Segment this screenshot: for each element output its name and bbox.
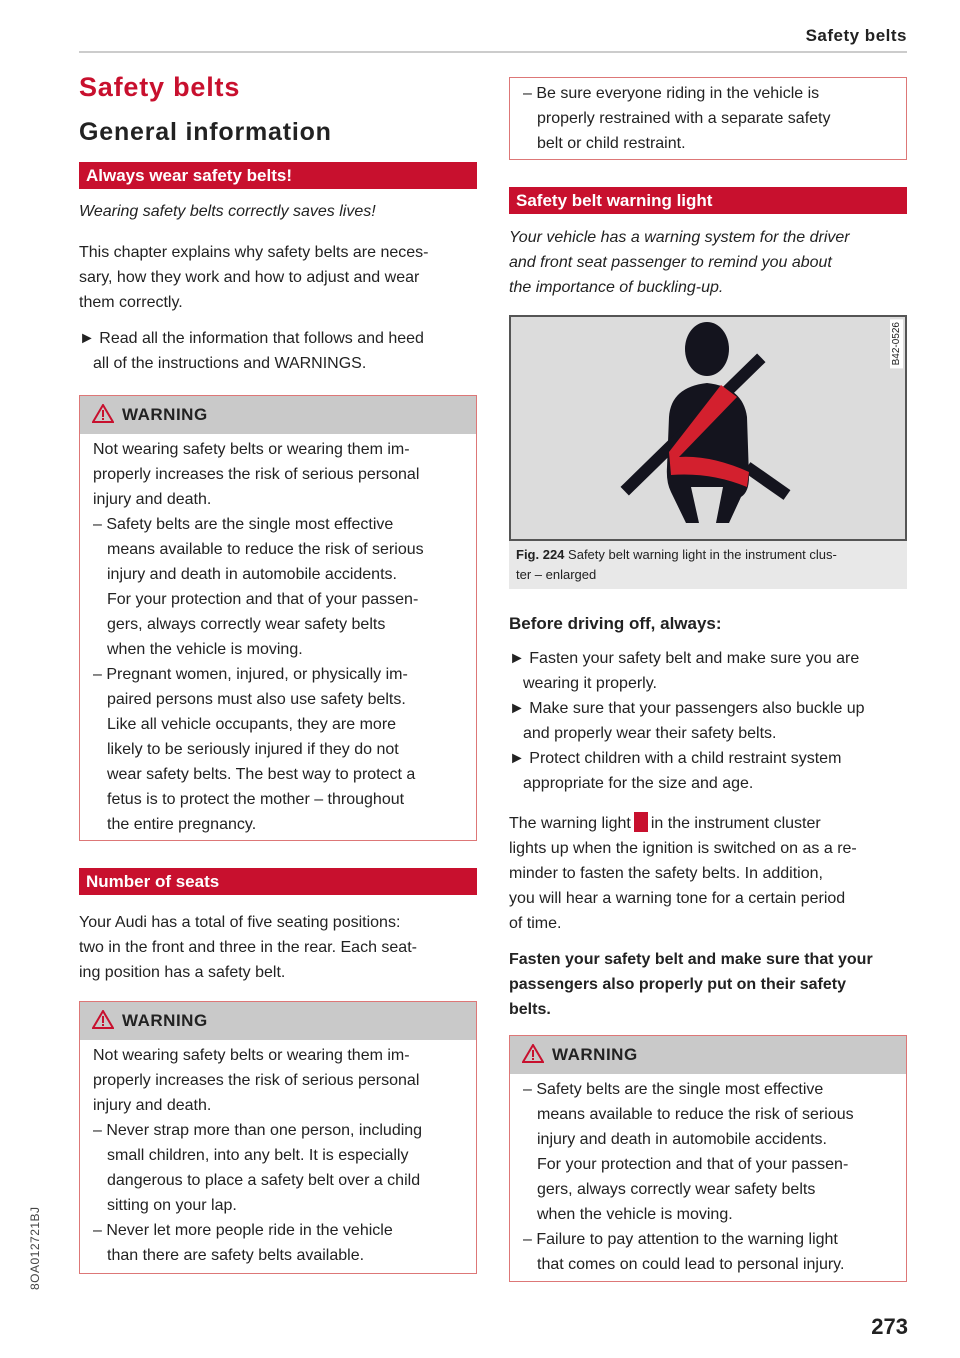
running-header: Safety belts: [805, 26, 907, 45]
text-line: sary, how they work and how to adjust and wear: [79, 269, 420, 286]
text-line: likely to be seriously injured if they do not: [107, 741, 399, 758]
text-line: paired persons must also use safety belts.: [107, 691, 406, 708]
text-line: – Be sure everyone riding in the vehicle is: [523, 85, 820, 102]
text-line: when the vehicle is moving.: [107, 641, 303, 658]
paragraph-warning-light: [509, 811, 907, 936]
text-line: injury and death in automobile accidents.: [537, 1131, 827, 1148]
document-code: 8OA012721BJ: [28, 1206, 42, 1290]
text-line: appropriate for the size and age.: [523, 775, 754, 792]
warning-body: [80, 1040, 476, 1272]
warning-triangle-icon: [92, 404, 114, 423]
warning-list-item: [523, 1227, 894, 1277]
text-line: Not wearing safety belts or wearing them im-: [93, 441, 410, 458]
seatbelt-person-icon: [511, 317, 905, 539]
text-line: Not wearing safety belts or wearing them im-: [93, 1047, 410, 1064]
text-line: of time.: [509, 915, 562, 932]
subsection-bar-warning-light: Safety belt warning light: [509, 187, 907, 214]
bullet-children: [509, 746, 907, 796]
para-pre: The warning light: [509, 815, 631, 832]
text-line: small children, into any belt. It is especially: [107, 1147, 409, 1164]
figure-caption-line-1: Safety belt warning light in the instrument clus-: [568, 547, 837, 562]
text-line: the entire pregnancy.: [107, 816, 257, 833]
bullet-read-info: [79, 326, 477, 376]
warning-triangle-icon: [522, 1044, 544, 1063]
text-line: gers, always correctly wear safety belts: [107, 616, 386, 633]
text-line: – Pregnant women, injured, or physically im-: [93, 666, 408, 683]
warning-label: WARNING: [122, 405, 208, 424]
subsection-bar-always-wear: Always wear safety belts!: [79, 162, 477, 189]
warning-list-item: [523, 1077, 894, 1227]
text-line: injury and death.: [93, 1097, 212, 1114]
text-line: you will hear a warning tone for a certain period: [509, 890, 846, 907]
continued-warning-box: [509, 77, 907, 160]
warning-header: [80, 1002, 476, 1040]
text-line: all of the instructions and WARNINGS.: [93, 355, 367, 372]
text-line: means available to reduce the risk of serious: [537, 1106, 854, 1123]
text-line: wear safety belts. The best way to protect a: [107, 766, 416, 783]
text-line: lights up when the ignition is switched on as a re-: [509, 840, 857, 857]
text-line: injury and death in automobile accidents.: [107, 566, 397, 583]
text-line: when the vehicle is moving.: [537, 1206, 733, 1223]
warning-triangle-icon: [92, 1010, 114, 1029]
text-line: For your protection and that of your passen-: [107, 591, 419, 608]
text-line: Like all vehicle occupants, they are more: [107, 716, 397, 733]
chapter-title: Safety belts: [79, 72, 241, 102]
bullet-fasten: [509, 646, 907, 696]
text-line: that comes on could lead to personal injury.: [537, 1256, 845, 1273]
text-line: – Failure to pay attention to the warning light: [523, 1231, 838, 1248]
text-line: Fasten your safety belt and make sure that your: [509, 951, 873, 968]
text-line: minder to fasten the safety belts. In addition,: [509, 865, 823, 882]
text-line: Your Audi has a total of five seating positions:: [79, 914, 401, 931]
section-title: General information: [79, 118, 332, 146]
warning-box-2: [79, 1001, 477, 1274]
text-line: belts.: [509, 1001, 551, 1018]
warning-body: [80, 434, 476, 841]
text-line: – Safety belts are the single most effective: [523, 1081, 824, 1098]
intro-italic-warning-light: [509, 225, 907, 300]
before-driving-bullets: [509, 646, 907, 796]
text-line: This chapter explains why safety belts are neces-: [79, 244, 429, 261]
text-line: the importance of buckling-up.: [509, 279, 724, 296]
text-line: ► Read all the information that follows and heed: [79, 330, 424, 347]
text-line: dangerous to place a safety belt over a child: [107, 1172, 421, 1189]
text-line: wearing it properly.: [523, 675, 657, 692]
text-line: and front seat passenger to remind you about: [509, 254, 832, 271]
figure-code: B42-0526: [890, 319, 903, 368]
figure-label: Fig. 224: [516, 547, 565, 562]
warning-header: [510, 1036, 906, 1074]
paragraph-warning-light-rest: [509, 836, 907, 936]
warning-list-item: [523, 81, 894, 156]
warning-header: [80, 396, 476, 434]
text-line: – Never strap more than one person, including: [93, 1122, 423, 1139]
text-line: – Safety belts are the single most effective: [93, 516, 394, 533]
text-line: properly increases the risk of serious personal: [93, 1072, 420, 1089]
text-line: belt or child restraint.: [537, 135, 686, 152]
header-divider: [79, 51, 907, 53]
subsection-bar-number-of-seats: Number of seats: [79, 868, 477, 895]
para-post: in the instrument cluster: [650, 815, 821, 832]
text-line: sitting on your lap.: [107, 1197, 237, 1214]
right-column: [509, 77, 907, 1282]
text-line: properly restrained with a separate safety: [537, 110, 831, 127]
text-line: properly increases the risk of serious personal: [93, 466, 420, 483]
text-line: two in the front and three in the rear. Each seat-: [79, 939, 417, 956]
page-number: 273: [871, 1314, 908, 1339]
paragraph-seats: [79, 910, 477, 985]
text-line: Your vehicle has a warning system for the driver: [509, 229, 850, 246]
warning-box-1: [79, 395, 477, 841]
warning-list-item: [93, 1118, 464, 1218]
text-line: fetus is to protect the mother – throughout: [107, 791, 405, 808]
text-line: ► Make sure that your passengers also buckle up: [509, 700, 865, 717]
text-line: passengers also properly put on their safety: [509, 976, 846, 993]
paragraph-chapter: [79, 240, 477, 315]
warning-list-item: [93, 1218, 464, 1268]
warning-list-item: [93, 512, 464, 662]
figure-caption: [509, 541, 907, 589]
warning-body: [510, 78, 906, 160]
text-line: For your protection and that of your passen-: [537, 1156, 849, 1173]
warning-label: WARNING: [122, 1011, 208, 1030]
text-line: injury and death.: [93, 491, 212, 508]
seatbelt-warning-light-icon: [634, 812, 648, 832]
text-line: means available to reduce the risk of serious: [107, 541, 424, 558]
bold-instruction: [509, 947, 907, 1022]
intro-italic: Wearing safety belts correctly saves lives!: [79, 203, 376, 220]
figure-seatbelt-warning-light: [509, 315, 907, 541]
text-line: and properly wear their safety belts.: [523, 725, 777, 742]
text-line: ing position has a safety belt.: [79, 964, 286, 981]
text-line: than there are safety belts available.: [107, 1247, 365, 1264]
bullet-passengers: [509, 696, 907, 746]
warning-body: [510, 1074, 906, 1281]
figure-caption-line-2: ter – enlarged: [516, 567, 597, 582]
text-line: ► Protect children with a child restraint system: [509, 750, 842, 767]
warning-box-3: [509, 1035, 907, 1282]
text-line: gers, always correctly wear safety belts: [537, 1181, 816, 1198]
warning-list-item: [93, 662, 464, 837]
text-line: ► Fasten your safety belt and make sure you are: [509, 650, 860, 667]
warning-label: WARNING: [552, 1045, 638, 1064]
text-line: – Never let more people ride in the vehicle: [93, 1222, 393, 1239]
text-line: them correctly.: [79, 294, 183, 311]
before-driving-heading: Before driving off, always:: [509, 614, 722, 633]
left-column: [79, 72, 477, 1274]
